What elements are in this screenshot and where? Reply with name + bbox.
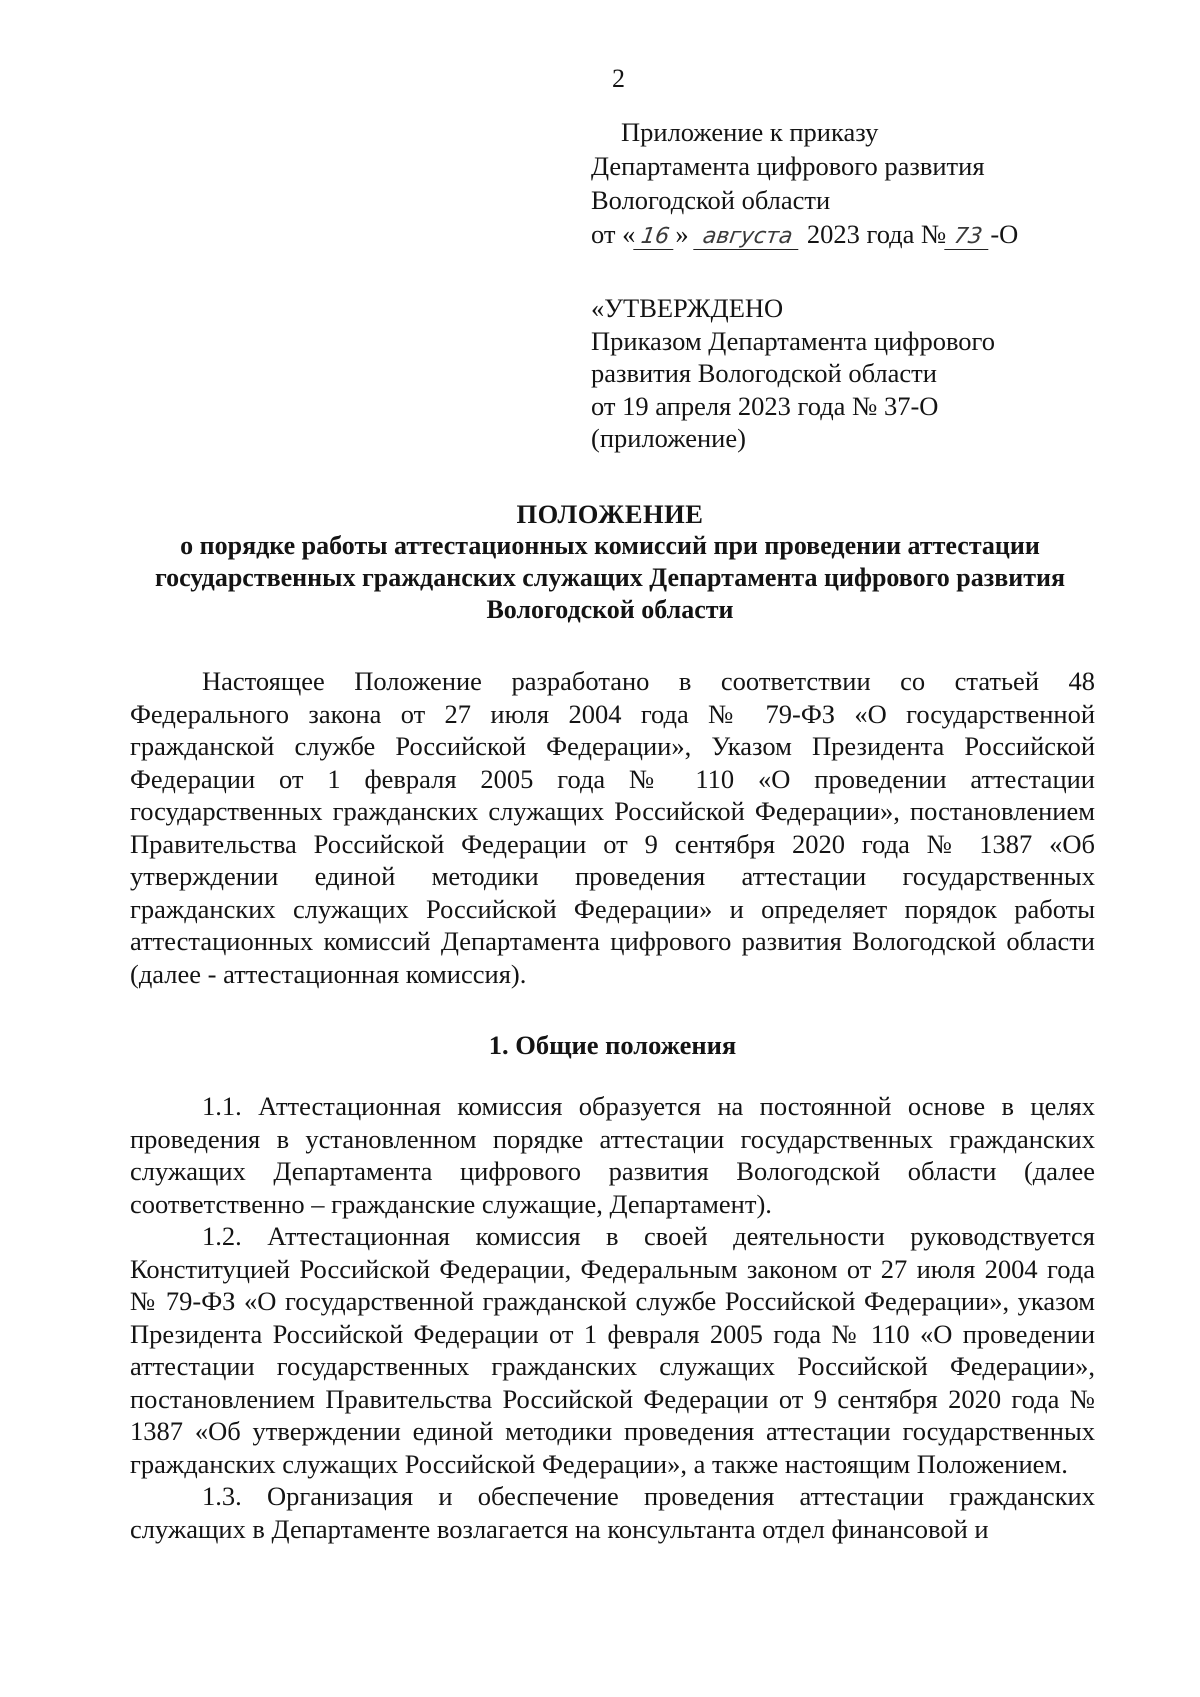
handwritten-order-number: 73 (945, 225, 993, 250)
appendix-line-3: Вологодской области (591, 185, 831, 215)
appendix-date-line (591, 217, 1018, 251)
date-mid: » (675, 219, 689, 249)
appendix-header (591, 115, 1018, 251)
approved-line-3: развития Вологодской области (591, 358, 937, 388)
title-main: ПОЛОЖЕНИЕ (516, 499, 704, 529)
approved-line-4: от 19 апреля 2023 года № 37-О (591, 390, 939, 421)
appendix-line-1: Приложение к приказу (621, 117, 879, 147)
approved-line-5: (приложение) (591, 423, 746, 453)
approved-line-1: «УТВЕРЖДЕНО (591, 293, 784, 323)
date-prefix: от « (591, 219, 636, 249)
document-title (130, 498, 1090, 626)
paragraph-1-3: 1.3. Организация и обеспечение проведения аттестации гражданских служащих в Департаменте возлагается на консультанта отдел финансовой и (130, 1481, 1095, 1544)
section-1-body (130, 1090, 1095, 1545)
title-subtitle: о порядке работы аттестационных комиссий при проведении аттестации государственных гражданских служащих Департамента цифрового развития Вологодской области (154, 531, 1066, 624)
approved-line-2: Приказом Департамента цифрового (591, 325, 996, 356)
appendix-line-2: Департамента цифрового развития (591, 151, 985, 181)
handwritten-month: августа (693, 225, 802, 250)
date-year-text: 2023 года № (806, 219, 947, 249)
paragraph-1-1: 1.1. Аттестационная комиссия образуется на постоянной основе в целях проведения в установленном порядке аттестации государственных гражданских служащих Департамента цифрового развития Вологодской области (далее соответственно – гражданские служащие, Департамент). (130, 1091, 1095, 1219)
paragraph-1-2: 1.2. Аттестационная комиссия в своей деятельности руководствуется Конституцией Российской Федерации, Федеральным законом от 27 июля 2004 года № 79-ФЗ «О государственной гражданской службе Российской Федерации», указом Президента Российской Федерации от 1 февраля 2005 года № 110 «О проведении аттестации государственных гражданских служащих Российской Федерации», постановлением Правительства Российской Федерации от 9 сентября 2020 года № 1387 «Об утверждении единой методики проведения аттестации государственных гражданских служащих Российской Федерации», а также настоящим Положением. (130, 1221, 1095, 1479)
order-suffix: -О (990, 219, 1019, 249)
intro-paragraph: Настоящее Положение разработано в соответствии со статьей 48 Федерального закона от 27 июля 2004 года № 79-ФЗ «О государственной гражданской службе Российской Федерации», Указом Президента Российской Федерации от 1 февраля 2005 года № 110 «О проведении аттестации государственных гражданских служащих Российской Федерации», постановлением Правительства Российской Федерации от 9 сентября 2020 года № 1387 «Об утверждении единой методики проведения аттестации государственных гражданских служащих Российской Федерации» и определяет порядок работы аттестационных комиссий Департамента цифрового развития Вологодской области (далее - аттестационная комиссия). (130, 666, 1095, 989)
page-number: 2 (612, 64, 625, 93)
intro-section (130, 665, 1095, 990)
section-1-heading: 1. Общие положения (488, 1030, 737, 1060)
approval-stamp-text (591, 292, 995, 455)
handwritten-day: 16 (634, 225, 678, 250)
